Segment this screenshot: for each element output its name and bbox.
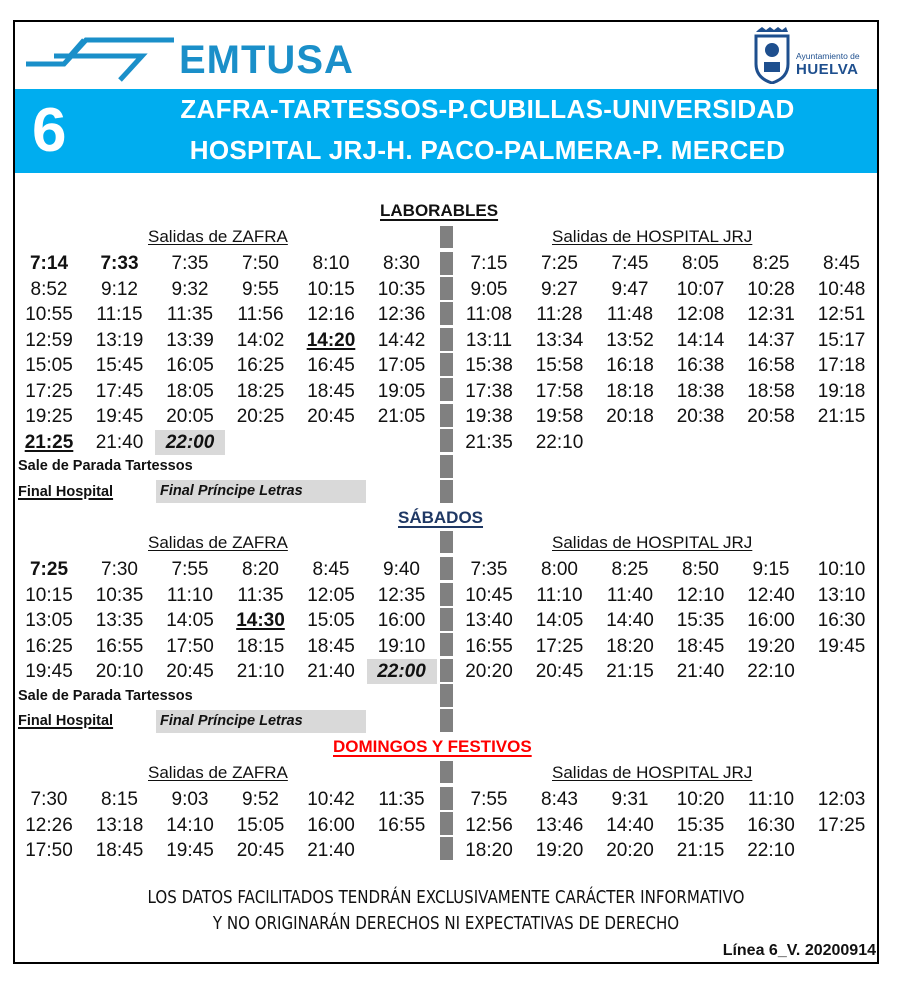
departure-time: 15:05 (25, 355, 73, 376)
departure-time: 10:35 (377, 278, 426, 300)
departure-time: 17:38 (465, 380, 513, 402)
departure-time: 7:35 (470, 559, 508, 580)
departure-time: 12:40 (747, 584, 795, 606)
departure-time: 12:59 (25, 329, 73, 351)
departure-time: 7:55 (470, 789, 508, 810)
section-title-laborables: LABORABLES (380, 201, 499, 220)
departure-time: 9:27 (541, 278, 578, 300)
departure-time: 13:18 (95, 814, 144, 836)
divider-segment (440, 787, 453, 810)
departure-time: 21:05 (377, 406, 426, 427)
departure-time: 14:40 (606, 610, 654, 631)
domingos-right-title: Salidas de HOSPITAL JRJ (552, 763, 753, 782)
departure-time: 7:45 (611, 253, 649, 274)
departure-time: 16:55 (377, 814, 426, 836)
departure-time: 12:08 (676, 304, 725, 325)
departure-time: 14:40 (606, 814, 654, 836)
disclaimer-line-1: LOS DATOS FACILITADOS TENDRÁN EXCLUSIVAMENTE CARÁCTER INFORMATIVO (147, 888, 745, 908)
divider-segment (440, 429, 453, 452)
departure-time: 17:25 (817, 814, 866, 836)
section-title-domingos: DOMINGOS Y FESTIVOS (333, 737, 532, 756)
divider-segment (440, 761, 453, 783)
departure-time: 17:25 (25, 380, 73, 402)
version-label: Línea 6_V. 20200914 (722, 942, 876, 959)
departure-time: 16:55 (95, 635, 144, 657)
departure-time: 7:55 (171, 559, 209, 580)
departure-time: 19:45 (25, 661, 73, 682)
departure-time: 16:25 (236, 355, 285, 376)
departure-time: 15:45 (95, 355, 144, 376)
divider-segment (440, 837, 453, 860)
departure-time: 18:45 (307, 635, 355, 657)
legend-bold-sabados: Sale de Parada Tartessos (18, 688, 193, 704)
departure-time: 11:28 (536, 304, 583, 325)
departure-time: 19:45 (166, 840, 214, 861)
departure-time: 20:45 (307, 406, 355, 427)
departure-time: 18:38 (676, 380, 725, 402)
departure-time: 11:10 (747, 789, 795, 810)
departure-time: 9:31 (611, 789, 649, 810)
departure-time: 15:35 (676, 610, 725, 631)
legend-highlight-sabados: Final Príncipe Letras (156, 710, 366, 733)
departure-time: 19:20 (535, 840, 584, 861)
departure-time: 17:50 (166, 635, 214, 657)
divider-segment (440, 531, 453, 553)
departure-time: 7:14 (29, 253, 69, 274)
departure-time: 10:07 (676, 278, 725, 300)
departure-time: 7:35 (171, 253, 209, 274)
departure-time: 12:36 (377, 304, 426, 325)
divider-segment (440, 583, 453, 606)
departure-time: 12:16 (307, 304, 355, 325)
departure-time: 17:50 (25, 840, 73, 861)
departure-time: 11:35 (237, 584, 284, 606)
departure-time: 10:48 (817, 278, 866, 300)
departure-time: 17:58 (535, 380, 584, 402)
departure-time: 16:55 (465, 635, 513, 657)
departure-time: 14:02 (236, 329, 285, 351)
departure-time: 8:30 (383, 253, 420, 274)
departure-time: 17:25 (535, 635, 584, 657)
emtusa-logo (24, 34, 354, 82)
divider-segment (440, 659, 453, 682)
departure-time: 19:10 (377, 635, 426, 657)
departure-time: 12:35 (377, 584, 426, 606)
section-title-sabados: SÁBADOS (398, 508, 484, 527)
departure-time: 8:43 (541, 789, 578, 810)
council-city: HUELVA (796, 61, 859, 78)
departure-time: 14:05 (535, 610, 584, 631)
departure-time: 13:52 (606, 329, 654, 351)
departure-time: 8:10 (312, 253, 350, 274)
departure-time: 11:10 (536, 584, 583, 606)
departure-time: 10:10 (817, 559, 866, 580)
divider-segment (440, 252, 453, 275)
departure-time: 17:18 (817, 355, 866, 376)
brand-name: EMTUSA (179, 38, 354, 82)
departure-time: 19:58 (535, 406, 584, 427)
departure-time: 20:20 (465, 661, 513, 682)
departure-time: 8:45 (312, 559, 350, 580)
departure-time: 16:30 (817, 610, 866, 631)
divider-segment (440, 480, 453, 503)
departure-time: 11:35 (378, 789, 425, 810)
departure-time: 20:05 (166, 406, 214, 427)
departure-time: 18:05 (166, 380, 214, 402)
departure-time: 10:35 (95, 584, 144, 606)
divider-segment (440, 328, 453, 351)
departure-time: 16:00 (377, 610, 426, 631)
departure-time: 17:45 (95, 380, 144, 402)
departure-time: 21:40 (307, 661, 355, 682)
departure-time: 18:45 (307, 380, 355, 402)
line-number: 6 (32, 96, 67, 165)
departure-time: 14:37 (747, 329, 795, 351)
departure-time: 14:05 (166, 610, 214, 631)
departure-time: 20:25 (236, 406, 285, 427)
departure-time: 10:42 (307, 789, 355, 810)
departure-time: 20:38 (676, 406, 725, 427)
departure-time: 14:10 (166, 814, 214, 836)
departure-time: 13:11 (465, 329, 513, 351)
departure-time: 15:05 (236, 814, 285, 836)
departure-time: 9:03 (171, 789, 209, 810)
emtusa-arrows-icon (24, 34, 174, 82)
departure-time: 16:00 (747, 610, 795, 631)
departure-time: 10:55 (25, 304, 73, 325)
legend-underline-laborables: Final Hospital (18, 484, 114, 500)
sabados-left-title: Salidas de ZAFRA (148, 533, 288, 552)
departure-time: 19:38 (465, 406, 513, 427)
divider-segment (440, 608, 453, 631)
departure-time: 13:35 (95, 610, 144, 631)
departure-time: 13:46 (535, 814, 584, 836)
departure-time: 14:42 (377, 329, 426, 351)
departure-time: 22:10 (747, 661, 795, 682)
departure-time: 20:45 (166, 661, 214, 682)
departure-time: 12:05 (307, 584, 355, 606)
departure-time: 11:40 (606, 584, 654, 606)
departure-time: 14:14 (676, 329, 725, 351)
departure-time: 10:28 (747, 278, 795, 300)
departure-time: 16:30 (747, 814, 795, 836)
departure-time: 12:56 (465, 814, 513, 836)
divider-segment (440, 684, 453, 707)
divider-segment (440, 812, 453, 835)
departure-time: 11:35 (166, 304, 214, 325)
departure-time: 21:40 (676, 661, 725, 682)
departure-time: 20:58 (747, 406, 795, 427)
departure-time: 18:45 (95, 840, 144, 861)
departure-time: 8:52 (30, 278, 68, 300)
laborables-left-title: Salidas de ZAFRA (148, 227, 288, 246)
departure-time: 10:20 (676, 789, 725, 810)
divider-segment (440, 226, 453, 248)
route-description-1: ZAFRA-TARTESSOS-P.CUBILLAS-UNIVERSIDAD (180, 94, 795, 124)
departure-time: 7:30 (101, 559, 138, 580)
departure-time: 12:51 (817, 304, 866, 325)
departure-time: 21:10 (236, 661, 285, 682)
departure-time: 8:20 (242, 559, 279, 580)
departure-time: 9:05 (470, 278, 508, 300)
council-label: Ayuntamiento de (796, 51, 860, 61)
departure-time: 9:12 (101, 278, 138, 300)
departure-time: 19:05 (377, 380, 426, 402)
departure-time: 22:00 (367, 659, 437, 684)
departure-time: 9:40 (383, 559, 420, 580)
divider-segment (440, 277, 453, 300)
divider-segment (440, 709, 453, 732)
departure-time: 7:50 (242, 253, 279, 274)
departure-time: 8:45 (823, 253, 860, 274)
disclaimer-line-2: Y NO ORIGINARÁN DERECHOS NI EXPECTATIVAS DE DERECHO (212, 914, 680, 934)
departure-time: 7:30 (30, 789, 68, 810)
departure-time: 12:26 (25, 814, 73, 836)
departure-time: 10:15 (307, 278, 355, 300)
departure-time: 16:58 (747, 355, 795, 376)
departure-time: 17:05 (377, 355, 426, 376)
departure-time: 7:15 (470, 253, 508, 274)
departure-time: 20:45 (236, 840, 285, 861)
departure-time: 16:18 (606, 355, 654, 376)
departure-time: 15:35 (676, 814, 725, 836)
departure-time: 18:20 (606, 635, 654, 657)
departure-time: 13:34 (535, 329, 584, 351)
departure-time: 11:56 (237, 304, 284, 325)
departure-time: 12:03 (817, 789, 866, 810)
departure-time: 18:25 (236, 380, 285, 402)
legend-highlight-laborables: Final Príncipe Letras (156, 480, 366, 503)
departure-time: 18:20 (465, 840, 513, 861)
departure-time: 16:38 (676, 355, 725, 376)
departure-time: 19:45 (817, 635, 866, 657)
route-banner (15, 89, 877, 173)
legend-underline-sabados: Final Hospital (18, 713, 114, 729)
departure-time: 10:15 (25, 584, 73, 606)
divider-segment (440, 455, 453, 478)
departure-time: 22:10 (747, 840, 795, 861)
departure-time: 20:18 (606, 406, 654, 427)
city-shield-icon (752, 26, 792, 84)
departure-time: 7:25 (541, 253, 578, 274)
departure-time: 21:35 (465, 431, 513, 453)
departure-time: 12:31 (747, 304, 795, 325)
departure-time: 8:05 (682, 253, 719, 274)
departure-time: 21:25 (24, 431, 74, 453)
departure-time: 10:45 (465, 584, 513, 606)
departure-time: 8:25 (752, 253, 790, 274)
departure-time: 20:45 (535, 661, 584, 682)
departure-time: 21:15 (676, 840, 725, 861)
departure-time: 9:55 (242, 278, 279, 300)
departure-time: 20:10 (95, 661, 144, 682)
divider-segment (440, 353, 453, 376)
divider-segment (440, 404, 453, 427)
departure-time: 8:00 (541, 559, 578, 580)
departure-time: 19:45 (95, 406, 144, 427)
departure-time: 18:15 (236, 635, 285, 657)
departure-time: 21:15 (606, 661, 654, 682)
laborables-right-title: Salidas de HOSPITAL JRJ (552, 227, 753, 246)
divider-segment (440, 557, 453, 580)
departure-time: 15:58 (535, 355, 584, 376)
departure-time: 9:52 (242, 789, 279, 810)
divider-segment (440, 633, 453, 656)
departure-time: 16:05 (166, 355, 214, 376)
departure-time: 15:05 (307, 610, 355, 631)
departure-time: 9:15 (752, 559, 790, 580)
departure-time: 7:33 (100, 253, 139, 274)
departure-time: 16:00 (307, 814, 355, 836)
departure-time: 13:05 (25, 610, 73, 631)
departure-time: 16:25 (25, 635, 73, 657)
departure-time: 22:10 (535, 431, 584, 453)
departure-time: 11:08 (465, 304, 513, 325)
departure-time: 19:18 (817, 380, 866, 402)
sabados-right-title: Salidas de HOSPITAL JRJ (552, 533, 753, 552)
departure-time: 19:20 (747, 635, 795, 657)
departure-time: 16:45 (307, 355, 355, 376)
departure-time: 8:15 (101, 789, 138, 810)
departure-time: 22:00 (155, 430, 225, 455)
departure-time: 13:39 (166, 329, 214, 351)
huelva-council-logo (752, 26, 876, 84)
divider-segment (440, 378, 453, 401)
departure-time: 11:48 (606, 304, 654, 325)
departure-time: 18:45 (676, 635, 725, 657)
departure-time: 8:25 (611, 559, 649, 580)
route-description-2: HOSPITAL JRJ-H. PACO-PALMERA-P. MERCED (189, 135, 786, 165)
departure-time: 13:19 (95, 329, 144, 351)
departure-time: 18:58 (747, 380, 795, 402)
departure-time: 9:32 (171, 278, 209, 300)
domingos-left-title: Salidas de ZAFRA (148, 763, 288, 782)
departure-time: 15:38 (465, 355, 513, 376)
departure-time: 14:30 (236, 610, 285, 631)
divider-segment (440, 302, 453, 325)
departure-time: 11:10 (166, 584, 214, 606)
departure-time: 7:25 (29, 559, 69, 580)
departure-time: 8:50 (682, 559, 719, 580)
departure-time: 21:15 (817, 406, 866, 427)
departure-time: 19:25 (25, 406, 73, 427)
departure-time: 14:20 (306, 329, 356, 351)
departure-time: 15:17 (817, 329, 866, 351)
departure-time: 21:40 (95, 431, 144, 453)
departure-time: 20:20 (606, 840, 654, 861)
departure-time: 11:15 (96, 304, 143, 325)
departure-time: 13:40 (465, 610, 513, 631)
departure-time: 12:10 (676, 584, 725, 606)
departure-time: 18:18 (606, 380, 654, 402)
legend-bold-laborables: Sale de Parada Tartessos (18, 458, 193, 474)
departure-time: 13:10 (817, 584, 866, 606)
departure-time: 21:40 (307, 840, 355, 861)
departure-time: 9:47 (611, 278, 649, 300)
